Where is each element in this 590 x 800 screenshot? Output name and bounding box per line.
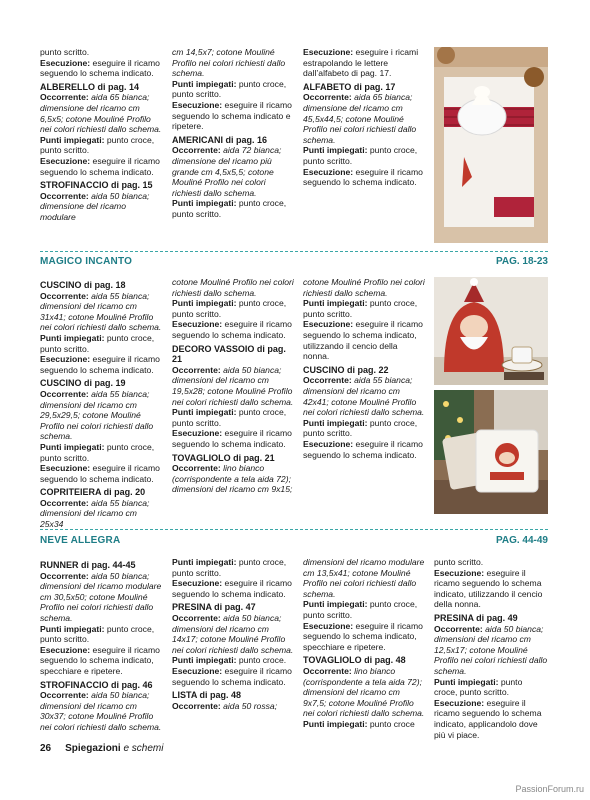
s1-col2 (303, 277, 425, 460)
paragraph (434, 624, 548, 677)
paragraph (172, 79, 294, 100)
paragraph (40, 463, 162, 484)
label-text: Esecuzione: (303, 438, 356, 449)
body-text: aida 65 bianca; dimensione del ricamo cm 6,5x5; cotone Mouliné Profilo nei colori richiesti dallo schema. (40, 92, 162, 135)
paragraph (303, 621, 425, 653)
paragraph (40, 156, 162, 177)
body-text: punto croce, punto scritto. (172, 198, 287, 219)
body-text: eseguire il ricamo seguendo lo schema indicato. (172, 665, 292, 687)
paragraph (172, 557, 294, 578)
label-text: Punti impiegati: (434, 676, 501, 687)
paragraph (303, 145, 425, 166)
paragraph (303, 666, 425, 719)
body-text: punto croce, punto scritto. (172, 557, 287, 578)
paragraph (172, 298, 294, 319)
body-text: eseguire il ricamo seguendo lo schema indicato e ripetere. (172, 99, 292, 132)
paragraph (303, 298, 425, 319)
label-text: Occorrente: (303, 92, 355, 103)
item-heading: TOVAGLIOLO di pag. 48 (303, 655, 406, 666)
body-text: punto croce, punto scritto. (434, 676, 523, 698)
paragraph (303, 418, 425, 439)
body-text: eseguire il ricamo seguendo lo schema indicato. (40, 57, 160, 79)
section-pages: PAG. 44-49 (495, 535, 548, 546)
label-text: Occorrente: (303, 375, 355, 386)
section-title: NEVE ALLEGRA (40, 535, 121, 546)
label-text: Esecuzione: (172, 319, 225, 330)
s2-col1 (172, 557, 294, 711)
paragraph (172, 365, 294, 407)
item-heading: CUSCINO di pag. 18 (40, 280, 126, 290)
body-text: eseguire il ricamo seguendo lo schema indicato. (172, 578, 292, 599)
label-text: Esecuzione: (434, 697, 487, 708)
paragraph (40, 389, 162, 442)
body-text: eseguire il ricamo seguendo lo schema indicato. (40, 155, 160, 177)
s2-col0 (40, 557, 162, 733)
label-text: Punti impiegati: (303, 145, 370, 156)
paragraph (40, 333, 162, 354)
body-text: cotone Mouliné Profilo nei colori richiesti dallo schema. (172, 277, 294, 298)
paragraph (40, 498, 162, 530)
label-text: Occorrente: (40, 497, 92, 508)
paragraph (40, 442, 162, 463)
body-text: punto croce, punto scritto. (40, 623, 155, 645)
label-text: Punti impiegati: (303, 298, 370, 309)
body-text: lino bianco (corrispondente a tela aida 72); dimensioni del ricamo cm 9x7,5; cotone Mouliné Profilo nei colori richiesti dallo schema. (303, 665, 425, 719)
body-text: eseguire il ricamo seguendo lo schema indicato. (303, 166, 423, 188)
paragraph (172, 319, 294, 340)
label-text: Esecuzione: (303, 319, 356, 330)
section-divider (40, 529, 548, 530)
label-text: Punti impiegati: (40, 623, 107, 634)
item-heading: ALFABETO di pag. 17 (303, 81, 396, 92)
section-title: MAGICO INCANTO (40, 256, 133, 267)
label-text: Esecuzione: (172, 578, 225, 589)
body-text: eseguire il ricamo seguendo lo schema indicato, specchiare e ripetere. (40, 644, 160, 676)
paragraph (172, 578, 294, 599)
watermark: PassionForum.ru (515, 784, 584, 794)
body-text: aida 50 bianca; dimensioni del ricamo cm 14x17; cotone Mouliné Profilo nei colori richiesti dallo schema. (172, 612, 294, 655)
paragraph (303, 167, 425, 188)
label-text: Esecuzione: (40, 644, 93, 655)
label-text: Esecuzione: (172, 665, 225, 676)
label-text: Punti impiegati: (303, 599, 370, 610)
body-text: eseguire il ricamo seguendo lo schema indicato. (172, 428, 292, 449)
label-text: Punti impiegati: (40, 332, 107, 343)
label-text: Punti impiegati: (172, 407, 239, 418)
body-text: punto scritto. (434, 557, 484, 567)
label-text: Esecuzione: (40, 57, 93, 68)
label-text: Punti impiegati: (172, 78, 239, 89)
s1-col1 (172, 277, 294, 495)
paragraph (172, 407, 294, 428)
body-text: punto croce, punto scritto. (303, 417, 418, 439)
body-text: punto croce, punto scritto. (172, 78, 287, 100)
body-text: aida 50 bianca; dimensioni del ricamo modulare cm 30,5x50; cotone Mouliné Profilo nei colori richiesti dallo schema. (40, 570, 162, 623)
item-heading: LISTA di pag. 48 (172, 690, 242, 701)
body-text: cm 14,5x7; cotone Mouliné Profilo nei colori richiesti dallo schema. (172, 47, 286, 79)
paragraph (434, 557, 548, 568)
label-text: Esecuzione: (172, 99, 225, 110)
paragraph (434, 568, 548, 610)
body-text: aida 55 bianca; dimensioni del ricamo cm 42x41; cotone Mouliné Profilo nei colori richiesti dallo schema. (303, 375, 425, 418)
label-text: Esecuzione: (303, 620, 356, 631)
label-text: Esecuzione: (40, 463, 93, 474)
paragraph (40, 47, 162, 58)
body-text: aida 55 bianca; dimensioni del ricamo cm 29,5x29,5; cotone Mouliné Profilo nei colori richiesti dallo schema. (40, 388, 154, 442)
paragraph (434, 677, 548, 698)
body-text: punto croce, punto scritto. (40, 134, 155, 156)
body-text: punto croce, punto scritto. (303, 145, 418, 166)
body-text: aida 50 bianca; dimensione del ricamo modulare (40, 190, 150, 222)
body-text: eseguire i ricami estrapolando le lettere dall’alfabeto di pag. 17. (303, 47, 419, 79)
item-heading: STROFINACCIO di pag. 15 (40, 180, 153, 191)
body-text: punto croce. (238, 655, 287, 666)
s2-col3 (434, 557, 548, 740)
paragraph (172, 666, 294, 687)
body-text: aida 50 rossa; (223, 700, 278, 711)
paragraph (172, 701, 294, 712)
label-text: Esecuzione: (40, 354, 93, 365)
label-text: Punti impiegati: (172, 298, 239, 309)
label-text: Occorrente: (40, 290, 92, 301)
footer-title: Spiegazioni (65, 743, 121, 754)
body-text: eseguire il ricamo seguendo lo schema indicato, utilizzando il cencio della nonna. (434, 567, 543, 610)
item-heading: AMERICANI di pag. 16 (172, 134, 268, 145)
body-text: eseguire il ricamo seguendo lo schema indicato, specchiare e ripetere. (303, 620, 423, 652)
label-text: Occorrente: (172, 463, 224, 474)
paragraph (172, 463, 294, 495)
body-text: eseguire il ricamo seguendo lo schema indicato. (303, 438, 423, 460)
body-text: aida 50 bianca; dimensioni del ricamo cm 12,5x17; cotone Mouliné Profilo nei colori richiesti dallo schema. (434, 623, 548, 676)
body-text: punto croce (369, 718, 415, 729)
paragraph (40, 354, 162, 375)
body-text: punto croce, punto scritto. (40, 441, 155, 463)
label-text: Occorrente: (40, 388, 92, 399)
paragraph (303, 319, 425, 361)
body-text: eseguire il ricamo seguendo lo schema indicato, utilizzando il cencio della nonna. (303, 319, 423, 362)
paragraph (303, 47, 425, 79)
photo-cushion (434, 390, 548, 514)
label-text: Occorrente: (172, 364, 224, 375)
item-heading: RUNNER di pag. 44-45 (40, 560, 136, 570)
label-text: Occorrente: (40, 570, 92, 581)
body-text: lino bianco (corrispondente a tela aida 72); dimensioni del ricamo cm 9x15; (172, 463, 293, 495)
paragraph (40, 624, 162, 645)
body-text: dimensioni del ricamo modulare cm 13,5x41; cotone Mouliné Profilo nei colori richiesti dallo schema. (303, 557, 425, 599)
body-text: punto croce, punto scritto. (303, 298, 418, 319)
photo-table-runner (434, 47, 548, 243)
body-text: punto croce, punto scritto. (303, 599, 418, 620)
paragraph (172, 655, 294, 666)
label-text: Esecuzione: (303, 47, 356, 57)
label-text: Occorrente: (40, 92, 92, 103)
s0-col0 (40, 47, 162, 223)
paragraph (172, 47, 294, 79)
s0-col1 (172, 47, 294, 220)
label-text: Esecuzione: (172, 428, 225, 439)
s0-col2 (303, 47, 425, 188)
photo-santa-teapot (434, 277, 548, 385)
item-heading: ALBERELLO di pag. 14 (40, 81, 140, 92)
body-text: aida 55 bianca; dimensioni del ricamo cm 31x41; cotone Mouliné Profilo nei colori richiesti dallo schema. (40, 290, 162, 333)
label-text: Occorrente: (434, 623, 486, 634)
body-text: cotone Mouliné Profilo nei colori richiesti dallo schema. (303, 277, 425, 298)
body-text: eseguire il ricamo seguendo lo schema indicato. (172, 319, 292, 340)
section-pages: PAG. 18-23 (495, 256, 548, 267)
body-text: punto scritto. (40, 47, 90, 57)
label-text: Punti impiegati: (303, 417, 370, 428)
label-text: Occorrente: (172, 700, 224, 711)
item-heading: STROFINACCIO di pag. 46 (40, 679, 153, 690)
paragraph (40, 571, 162, 624)
page-footer (40, 743, 163, 754)
paragraph (172, 613, 294, 655)
body-text: punto croce, punto scritto. (172, 298, 287, 319)
footer-subtitle: e schemi (120, 743, 164, 754)
paragraph (303, 719, 425, 730)
body-text: eseguire il ricamo seguendo lo schema indicato. (40, 463, 160, 484)
label-text: Punti impiegati: (172, 655, 239, 666)
body-text: aida 50 bianca; dimensioni del ricamo cm 19,5x28; cotone Mouliné Profilo nei colori richiesti dallo schema. (172, 364, 294, 407)
paragraph (40, 191, 162, 223)
s1-col0 (40, 277, 162, 530)
label-text: Occorrente: (40, 690, 92, 701)
label-text: Esecuzione: (40, 155, 93, 166)
paragraph (303, 599, 425, 620)
paragraph (303, 277, 425, 298)
paragraph (172, 428, 294, 449)
label-text: Occorrente: (303, 665, 355, 676)
label-text: Punti impiegati: (172, 557, 239, 567)
paragraph (40, 690, 162, 732)
body-text: punto croce, punto scritto. (172, 407, 287, 428)
body-text: aida 55 bianca; dimensioni del ricamo cm 25x34 (40, 497, 150, 530)
item-heading: CUSCINO di pag. 19 (40, 378, 126, 389)
item-heading: COPRITEIERA di pag. 20 (40, 487, 146, 498)
paragraph (40, 92, 162, 134)
paragraph (172, 100, 294, 132)
body-text: aida 50 bianca; dimensioni del ricamo cm 30x37; cotone Mouliné Profilo nei colori richiesti dallo schema. (40, 690, 162, 732)
paragraph (172, 277, 294, 298)
label-text: Esecuzione: (303, 166, 356, 177)
paragraph (303, 375, 425, 417)
paragraph (303, 92, 425, 145)
section-divider (40, 251, 548, 252)
paragraph (40, 135, 162, 156)
label-text: Punti impiegati: (40, 134, 107, 145)
item-heading: TOVAGLIOLO di pag. 21 (172, 452, 275, 463)
body-text: aida 65 bianca; dimensione del ricamo cm 45,5x44,5; cotone Mouliné Profilo nei colori richiesti dallo schema. (303, 92, 417, 145)
body-text: eseguire il ricamo seguendo lo schema indicato, applicandolo dove più vi piace. (434, 697, 542, 740)
body-text: aida 72 bianca; dimensione del ricamo più grande cm 4,5x5,5; cotone Mouliné Profilo nei colori richiesti dallo schema. (172, 145, 282, 198)
label-text: Occorrente: (172, 145, 224, 156)
paragraph (172, 198, 294, 219)
paragraph (40, 645, 162, 677)
item-heading: PRESINA di pag. 47 (172, 602, 256, 613)
s2-col2 (303, 557, 425, 730)
label-text: Occorrente: (172, 612, 224, 623)
item-heading: CUSCINO di pag. 22 (303, 364, 389, 375)
page-number: 26 (40, 743, 52, 754)
paragraph (303, 439, 425, 460)
paragraph (303, 557, 425, 599)
label-text: Punti impiegati: (303, 718, 370, 729)
label-text: Punti impiegati: (172, 198, 239, 209)
paragraph (172, 145, 294, 198)
body-text: eseguire il ricamo seguendo lo schema indicato. (40, 354, 160, 375)
paragraph (434, 698, 548, 740)
paragraph (40, 291, 162, 333)
paragraph (40, 58, 162, 79)
body-text: punto croce, punto scritto. (40, 332, 155, 354)
item-heading: PRESINA di pag. 49 (434, 612, 518, 623)
item-heading: DECORO VASSOIO di pag. 21 (172, 343, 286, 365)
label-text: Punti impiegati: (40, 441, 107, 452)
label-text: Esecuzione: (434, 567, 487, 578)
label-text: Occorrente: (40, 190, 92, 201)
